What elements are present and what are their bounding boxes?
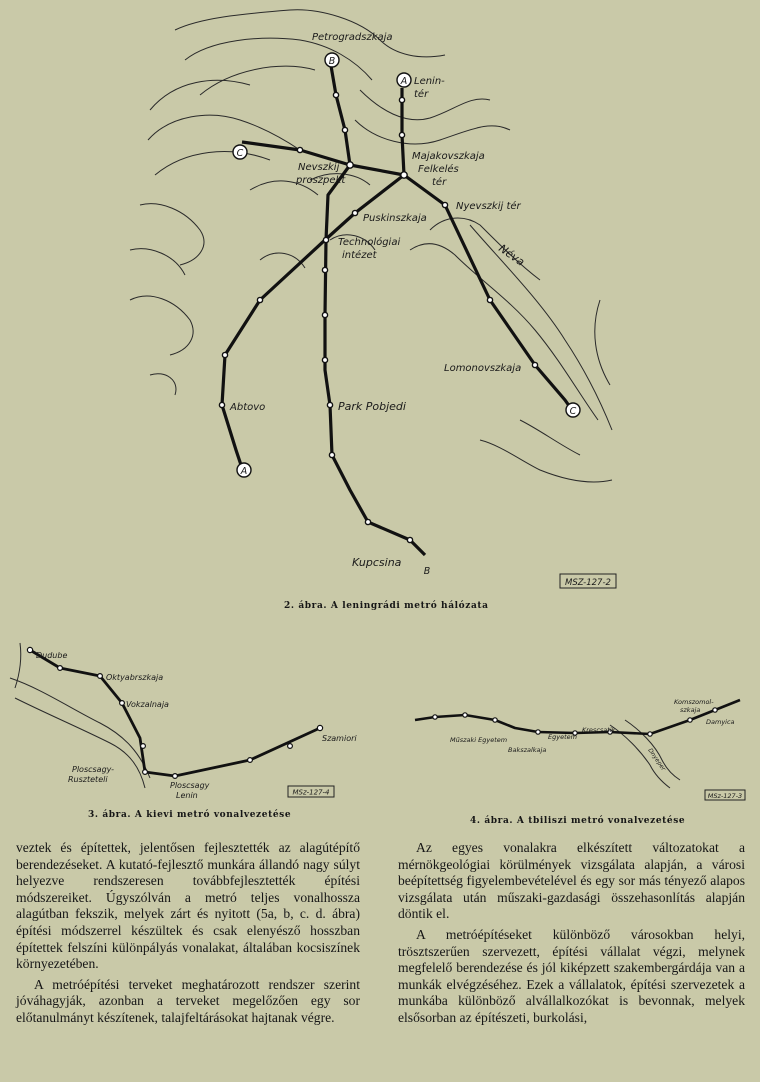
label-vokzalnaja: Vokzalnaja <box>126 700 169 709</box>
text-column-left <box>16 840 360 1027</box>
label-ploscsagy-ruszteteli-1: Ploscsagy- <box>72 765 114 774</box>
label-lenin-2: tér <box>414 89 429 100</box>
marker-a-south: A <box>240 466 248 477</box>
label-komszomolszkaja-2: szkaja <box>680 706 701 714</box>
kiev-metro-map <box>0 628 380 808</box>
text-column-right <box>398 840 745 1027</box>
station-dots <box>433 708 717 736</box>
label-avtovo: Abtovo <box>230 402 266 413</box>
label-majakovszkaja-3: tér <box>432 177 447 188</box>
label-nyevszkij-ter: Nyevszkij tér <box>456 201 521 212</box>
label-lomonovszkaja: Lomonovszkaja <box>444 363 522 374</box>
marker-a-north: A <box>400 76 408 87</box>
label-ploscsagy-lenin-1: Ploscsagy <box>170 781 210 790</box>
label-egyetem: Egyetem <box>548 733 577 741</box>
label-dnyeper: Dnyeper <box>646 747 667 773</box>
label-muszaki-egyetem: Műszaki Egyetem <box>450 736 508 744</box>
label-oktyabrszkaja: Oktyabrszkaja <box>106 673 164 682</box>
label-majakovszkaja-2: Felkelés <box>418 164 459 175</box>
label-szamiori: Szamiori <box>322 734 357 743</box>
marker-c-east: C <box>569 406 577 417</box>
label-krescsatik: Krescsatik <box>582 726 616 734</box>
label-lenin-1: Lenin- <box>414 76 445 87</box>
label-petrogradszkaja: Petrogradszkaja <box>312 32 393 43</box>
label-park-pobjedi: Park Pobjedi <box>338 400 406 413</box>
label-puskinszkaja: Puskinszkaja <box>363 213 427 224</box>
label-ploscsagy-lenin-2: Lenin <box>176 791 198 800</box>
paragraph: A metróépítéseket különböző városokban helyi, trösztszerűen szervezett, építési vállalat végzi, melynek megfelelő berendezése és jól kiképzett szakembergárdája van a munkák elvégzéséhez. Ezek a vállalatok, építési szervezetek a munkába különböző alvállalkozókat is bevonnak, melyek elsősorban az építészeti, burkolási, <box>398 926 745 1025</box>
paragraph: Az egyes vonalakra elkészített változatokat a mérnökgeológiai körülmények vizsgálata alapján, a városi beépítettség figyelembevételével és egy sor más tényező alapos vizsgálata után műszaki-gazdasági összehasonlítás alapján döntik el. <box>398 840 745 922</box>
label-nevszkij-1: Nevszkij <box>298 162 340 173</box>
caption-figure-3: 3. ábra. A kievi metró vonalvezetése <box>88 810 292 820</box>
tbilisi-metro-map <box>400 690 760 810</box>
station-dots <box>27 647 322 778</box>
label-kupcsina: Kupcsina <box>352 556 402 569</box>
label-dudube: Dudube <box>36 651 68 660</box>
paragraph: veztek és építettek, jelentősen fejlesztették az alagútépítő berendezéseket. A kutató-fejlesztő munkára állandó nagy súlyt helyezve rendszeresen továbbfejlesztették építési módszereiket. Úgyszólván a metró teljes vonalhossza alagútban fekszik, melyek zárt és nyitott (5a, b, c. d. ábra) építési módszerrel készültek és csak elenyésző hosszban építettek felszíni különpályás vonalakat, általában kocsiszínek környezetében. <box>16 840 360 972</box>
label-technologiai-2: intézet <box>342 250 377 261</box>
label-technologiai-1: Technológiai <box>338 237 401 248</box>
label-ploscsagy-ruszteteli-2: Ruszteteli <box>68 775 108 784</box>
marker-b-south: B <box>423 566 431 577</box>
label-majakovszkaja-1: Majakovszkaja <box>412 151 485 162</box>
terminal-markers <box>233 53 580 477</box>
label-bakszalkaja: Bakszalkaja <box>508 746 547 754</box>
caption-figure-2: 2. ábra. A leningrádi metró hálózata <box>284 601 489 611</box>
figure-code: MSz-127-4 <box>292 788 330 797</box>
label-damyica: Damyica <box>706 718 735 726</box>
line-kiev <box>30 650 320 776</box>
label-neva: Néva <box>496 241 527 269</box>
marker-c-west: C <box>236 148 244 159</box>
figure-code: MSz-127-3 <box>707 792 743 800</box>
station-dots <box>219 92 537 542</box>
marker-b-north: B <box>328 56 336 67</box>
label-nevszkij-2: proszpekt <box>296 175 346 186</box>
caption-figure-4: 4. ábra. A tbiliszi metró vonalvezetése <box>470 816 686 826</box>
paragraph: A metróépítési terveket meghatározott rendszer szerint jóváhagyják, azonban a terveket megelőzően egy sor előtanulmányt készítenek, talajfeltárásokat hajtanak végre. <box>16 976 360 1025</box>
label-komszomolszkaja-1: Komszomol- <box>674 698 714 706</box>
figure-code: MSZ-127-2 <box>565 578 611 588</box>
river-shorelines <box>610 720 680 788</box>
